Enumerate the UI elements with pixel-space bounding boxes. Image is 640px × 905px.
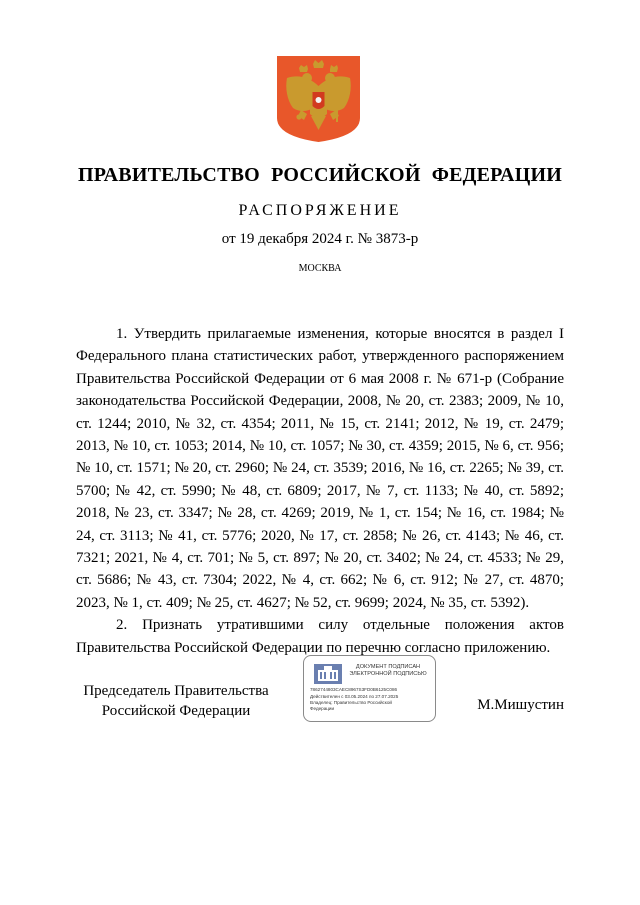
signer-position-line-2: Российской Федерации: [101, 703, 251, 719]
document-city: МОСКВА: [298, 263, 342, 274]
document-body: [76, 323, 564, 659]
stamp-certificate: 7862744803CAEC8967S3FD0B6125C086: [310, 687, 398, 692]
signer-position: [76, 681, 276, 721]
stamp-validity: Действителен с 03.05.2024 по 27.07.2025: [310, 694, 399, 699]
government-building-icon: [314, 664, 342, 684]
document-type: РАСПОРЯЖЕНИЕ: [238, 202, 402, 219]
stamp-owner-line-2: Федерации: [310, 706, 335, 711]
signer-position-line-1: Председатель Правительства: [83, 683, 269, 699]
signer-name: М.Мишустин: [477, 697, 564, 713]
electronic-signature-stamp: [303, 655, 436, 722]
government-title: ПРАВИТЕЛЬСТВО РОССИЙСКОЙ ФЕДЕРАЦИИ: [78, 164, 562, 186]
coat-of-arms-icon: [277, 56, 360, 142]
stamp-heading: [344, 664, 432, 678]
stamp-heading-line-1: ДОКУМЕНТ ПОДПИСАН: [355, 664, 421, 670]
stamp-heading-line-2: ЭЛЕКТРОННОЙ ПОДПИСЬЮ: [349, 671, 427, 677]
stamp-owner-line-1: Владелец: Правительство Российской: [310, 700, 392, 705]
paragraph-1: 1. Утвердить прилагаемые изменения, которые вносятся в раздел I Федерального плана статистических работ, утвержденного распоряжением Правительства Российской Федерации от 6 мая 2008 г. № 671-р (Собрание законодательства Российской Федерации, 2008, № 20, ст. 2383; 2009, № 10, ст. 1244; 2010, № 32, ст. 4354; 2011, № 15, ст. 2141; 2012, № 19, ст. 2479; 2013, № 10, ст. 1053; 2014, № 10, ст. 1057; № 30, ст. 4359; 2015, № 6, ст. 956; № 10, ст. 1571; № 20, ст. 2960; № 24, ст. 3539; 2016, № 16, ст. 2265; № 39, ст. 5700; № 42, ст. 5990; № 48, ст. 6809; 2017, № 7, ст. 1133; № 40, ст. 5892; 2018, № 23, ст. 3347; № 28, ст. 4269; 2019, № 1, ст. 154; № 16, ст. 1984; № 24, ст. 3113; № 41, ст. 5776; 2020, № 17, ст. 2858; № 26, ст. 4143; № 46, ст. 7321; 2021, № 4, ст. 701; № 5, ст. 897; № 20, ст. 3402; № 24, ст. 4533; № 29, ст. 5686; № 43, ст. 7304; 2022, № 4, ст. 662; № 6, ст. 912; № 27, ст. 4870; 2023, № 1, ст. 409; № 25, ст. 4627; № 52, ст. 9699; 2024, № 35, ст. 5392).: [76, 326, 564, 611]
document-date-number: от 19 декабря 2024 г. № 3873-р: [221, 231, 419, 247]
paragraph-2: 2. Признать утратившими силу отдельные положения актов Правительства Российской Федерации по перечню согласно приложению.: [76, 617, 564, 656]
